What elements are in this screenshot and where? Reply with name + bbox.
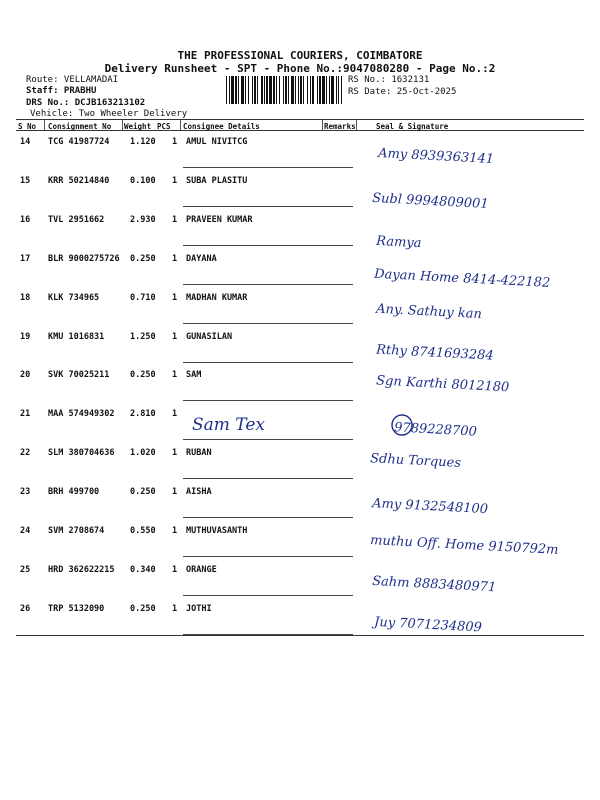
cell-consignment: BLR 9000275726 — [48, 253, 120, 264]
col-seal: Seal & Signature — [376, 122, 449, 131]
cell-consignee: RUBAN — [186, 448, 212, 459]
cell-sno: 18 — [20, 292, 31, 303]
cell-consignment: SVK 70025211 — [48, 370, 110, 381]
cell-consignee: SUBA PLASITU — [186, 175, 248, 186]
cell-consignee: JOTHI — [186, 603, 212, 614]
cell-weight: 1.020 — [130, 448, 156, 459]
cell-sno: 17 — [20, 253, 31, 264]
cell-weight: 0.100 — [130, 175, 156, 186]
cell-consignee: DAYANA — [186, 253, 217, 264]
cell-weight: 0.250 — [130, 603, 156, 614]
signature-handwriting: muthu Off. Home 9150792m — [369, 533, 559, 558]
cell-consignee: AMUL NIVITCG — [186, 137, 248, 147]
cell-sno: 25 — [20, 564, 31, 575]
cell-pcs: 1 — [172, 526, 178, 536]
cell-consignee: ORANGE — [186, 564, 217, 575]
cell-sno: 26 — [20, 603, 31, 614]
cell-weight: 1.250 — [130, 331, 156, 342]
cell-consignment: KMU 1016831 — [48, 331, 105, 342]
signature-handwriting: Subl 9994809001 — [371, 190, 490, 212]
cell-pcs: 1 — [172, 409, 178, 420]
cell-consignment: MAA 574949302 — [48, 409, 115, 420]
cell-sno: 23 — [20, 487, 31, 498]
cell-pcs: 1 — [172, 331, 178, 342]
cell-pcs: 1 — [172, 175, 178, 186]
cell-sno: 16 — [20, 214, 31, 225]
cell-pcs: 1 — [172, 564, 178, 575]
cell-consignee: AISHA — [186, 487, 212, 498]
col-remarks: Remarks — [324, 122, 356, 131]
signature-handwriting: Rthy 8741693284 — [375, 342, 494, 364]
signature-handwriting: Sgn Karthi 8012180 — [375, 373, 510, 396]
cell-weight: 0.710 — [130, 292, 156, 303]
signature-handwriting: Amy 8939363141 — [377, 146, 495, 168]
cell-weight: 2.810 — [130, 409, 156, 420]
cell-consignee: MUTHUVASANTH — [186, 526, 248, 536]
cell-consignee: GUNASILAN — [186, 331, 233, 342]
col-consignment: Consignment No — [48, 122, 112, 131]
cell-pcs: 1 — [172, 292, 178, 303]
cell-pcs: 1 — [172, 137, 178, 147]
runsheet-title: Delivery Runsheet - SPT - Phone No.:9047080280 - Page No.:2 — [104, 62, 496, 75]
cell-pcs: 1 — [172, 253, 178, 264]
cell-weight: 0.550 — [130, 526, 156, 536]
col-consignee: Consignee Details — [183, 122, 260, 131]
cell-sno: 22 — [20, 448, 31, 459]
cell-consignment: TRP 5132090 — [48, 603, 105, 614]
cell-sno: 21 — [20, 409, 31, 420]
cell-consignment: SVM 2708674 — [48, 526, 105, 536]
cell-pcs: 1 — [172, 370, 178, 381]
cell-consignee: PRAVEEN KUMAR — [186, 214, 253, 225]
route-label: Route: VELLAMADAI — [26, 75, 119, 85]
col-weight: Weight — [124, 122, 152, 131]
rs-number: RS No.: 1632131 — [348, 75, 430, 85]
cell-weight: 1.120 — [130, 137, 156, 147]
cell-sno: 14 — [20, 137, 31, 147]
cell-sno: 24 — [20, 526, 31, 536]
col-sno: S No — [18, 122, 37, 131]
cell-consignment: KRR 50214840 — [48, 175, 110, 186]
signature-handwriting: Any. Sathuy kan — [375, 301, 483, 323]
cell-consignee: MADHAN KUMAR — [186, 292, 248, 303]
cell-pcs: 1 — [172, 603, 178, 614]
cell-weight: 0.250 — [130, 370, 156, 381]
signature-handwriting: Juy 7071234809 — [373, 614, 483, 636]
cell-consignment: TVL 2951662 — [48, 214, 105, 225]
cell-sno: 19 — [20, 331, 31, 342]
cell-pcs: 1 — [172, 448, 178, 459]
signature-handwriting: Sahm 8883480971 — [371, 573, 497, 596]
signature-handwriting: 9789228700 — [393, 420, 478, 440]
vehicle-label: Vehicle: Two Wheeler Delivery — [30, 109, 188, 119]
signature-handwriting: Amy 9132548100 — [371, 496, 489, 518]
cell-consignment: BRH 499700 — [48, 487, 100, 498]
cell-sno: 15 — [20, 175, 31, 186]
cell-pcs: 1 — [172, 487, 178, 498]
cell-consignment: HRD 362622215 — [48, 564, 115, 575]
cell-consignee: SAM — [186, 370, 202, 381]
signature-handwriting: Dayan Home 8414-422182 — [373, 266, 551, 291]
signature-handwriting: Ramya — [375, 233, 422, 252]
drs-number: DRS No.: DCJB163213102 — [26, 98, 146, 108]
col-pcs: PCS — [157, 122, 171, 131]
company-title: THE PROFESSIONAL COURIERS, COIMBATORE — [177, 49, 423, 62]
cell-sno: 20 — [20, 370, 31, 381]
signature-handwriting: Sdhu Torques — [369, 451, 462, 471]
rs-date: RS Date: 25-Oct-2025 — [348, 87, 457, 97]
cell-weight: 0.250 — [130, 253, 156, 264]
cell-consignment: SLM 380704636 — [48, 448, 115, 459]
cell-weight: 2.930 — [130, 214, 156, 225]
cell-weight: 0.340 — [130, 564, 156, 575]
staff-label: Staff: PRABHU — [26, 86, 97, 96]
cell-weight: 0.250 — [130, 487, 156, 498]
cell-consignment: KLK 734965 — [48, 292, 100, 303]
cell-consignment: TCG 41987724 — [48, 137, 110, 147]
cell-pcs: 1 — [172, 214, 178, 225]
handwritten-consignee: Sam Tex — [192, 415, 265, 435]
